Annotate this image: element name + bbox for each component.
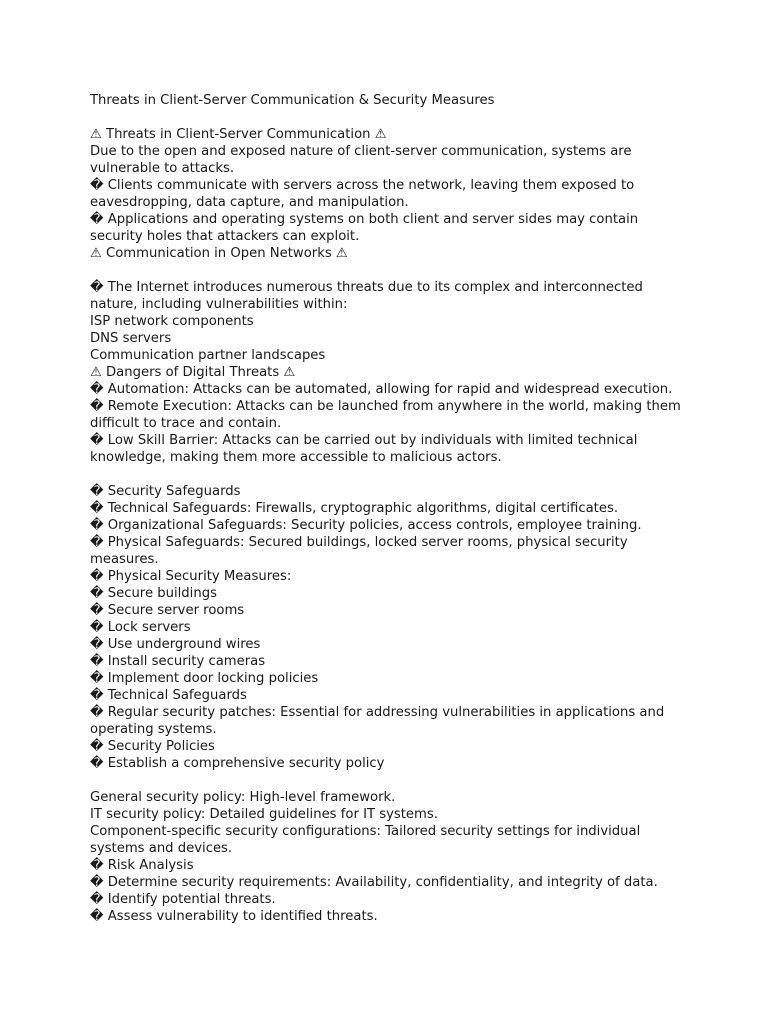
document-line: knowledge, making them more accessible to malicious actors. xyxy=(90,450,502,465)
document-line: systems and devices. xyxy=(90,841,233,856)
document-line: � Technical Safeguards: Firewalls, cryptographic algorithms, digital certificates. xyxy=(90,501,619,516)
document-line xyxy=(90,466,710,483)
document-line: � Secure server rooms xyxy=(90,603,245,618)
document-line: � Applications and operating systems on both client and server sides may contain xyxy=(90,212,639,227)
document-line: security holes that attackers can exploit. xyxy=(90,229,360,244)
document-line: ⚠ Communication in Open Networks ⚠ xyxy=(90,246,348,261)
document-title: Threats in Client-Server Communication & Security Measures xyxy=(90,93,495,108)
document-line: ⚠ Threats in Client-Server Communication ⚠ xyxy=(90,127,387,142)
document-line: � Technical Safeguards xyxy=(90,688,247,703)
document-line: difficult to trace and contain. xyxy=(90,416,282,431)
document-line: � Regular security patches: Essential for addressing vulnerabilities in applications and xyxy=(90,705,665,720)
document-line: � Lock servers xyxy=(90,620,191,635)
document-line: � Use underground wires xyxy=(90,637,261,652)
document-line: IT security policy: Detailed guidelines for IT systems. xyxy=(90,807,438,822)
document-line: nature, including vulnerabilities within: xyxy=(90,297,348,312)
document-line: � Secure buildings xyxy=(90,586,217,601)
document-line: � Determine security requirements: Availability, confidentiality, and integrity of data. xyxy=(90,875,658,890)
document-line: � Security Safeguards xyxy=(90,484,241,499)
document-line: � Remote Execution: Attacks can be launched from anywhere in the world, making them xyxy=(90,399,681,414)
document-line xyxy=(90,772,710,789)
document-line: � Low Skill Barrier: Attacks can be carried out by individuals with limited technical xyxy=(90,433,638,448)
document-line xyxy=(90,109,710,126)
document-line: Due to the open and exposed nature of client-server communication, systems are xyxy=(90,144,632,159)
document-line: � Security Policies xyxy=(90,739,215,754)
document-line: vulnerable to attacks. xyxy=(90,161,235,176)
document-line: � Install security cameras xyxy=(90,654,266,669)
document-line: � Risk Analysis xyxy=(90,858,194,873)
document-line: � Implement door locking policies xyxy=(90,671,319,686)
document-line: � The Internet introduces numerous threats due to its complex and interconnected xyxy=(90,280,643,295)
document-line: Component-specific security configurations: Tailored security settings for individual xyxy=(90,824,641,839)
document-line: � Identify potential threats. xyxy=(90,892,276,907)
document-line: � Automation: Attacks can be automated, allowing for rapid and widespread execution. xyxy=(90,382,673,397)
document-line: � Physical Safeguards: Secured buildings, locked server rooms, physical security xyxy=(90,535,628,550)
document-line: General security policy: High-level framework. xyxy=(90,790,396,805)
document-line: � Organizational Safeguards: Security policies, access controls, employee training. xyxy=(90,518,642,533)
document-line: operating systems. xyxy=(90,722,217,737)
document-line xyxy=(90,262,710,279)
document-line: ISP network components xyxy=(90,314,254,329)
document-page xyxy=(90,92,710,925)
document-line: Communication partner landscapes xyxy=(90,348,326,363)
document-line: DNS servers xyxy=(90,331,172,346)
document-line: measures. xyxy=(90,552,159,567)
document-body xyxy=(90,109,710,925)
document-line: � Clients communicate with servers across the network, leaving them exposed to xyxy=(90,178,635,193)
document-line: � Assess vulnerability to identified threats. xyxy=(90,909,378,924)
document-line: eavesdropping, data capture, and manipulation. xyxy=(90,195,409,210)
document-line: � Physical Security Measures: xyxy=(90,569,292,584)
document-line: ⚠ Dangers of Digital Threats ⚠ xyxy=(90,365,296,380)
document-line: � Establish a comprehensive security policy xyxy=(90,756,385,771)
